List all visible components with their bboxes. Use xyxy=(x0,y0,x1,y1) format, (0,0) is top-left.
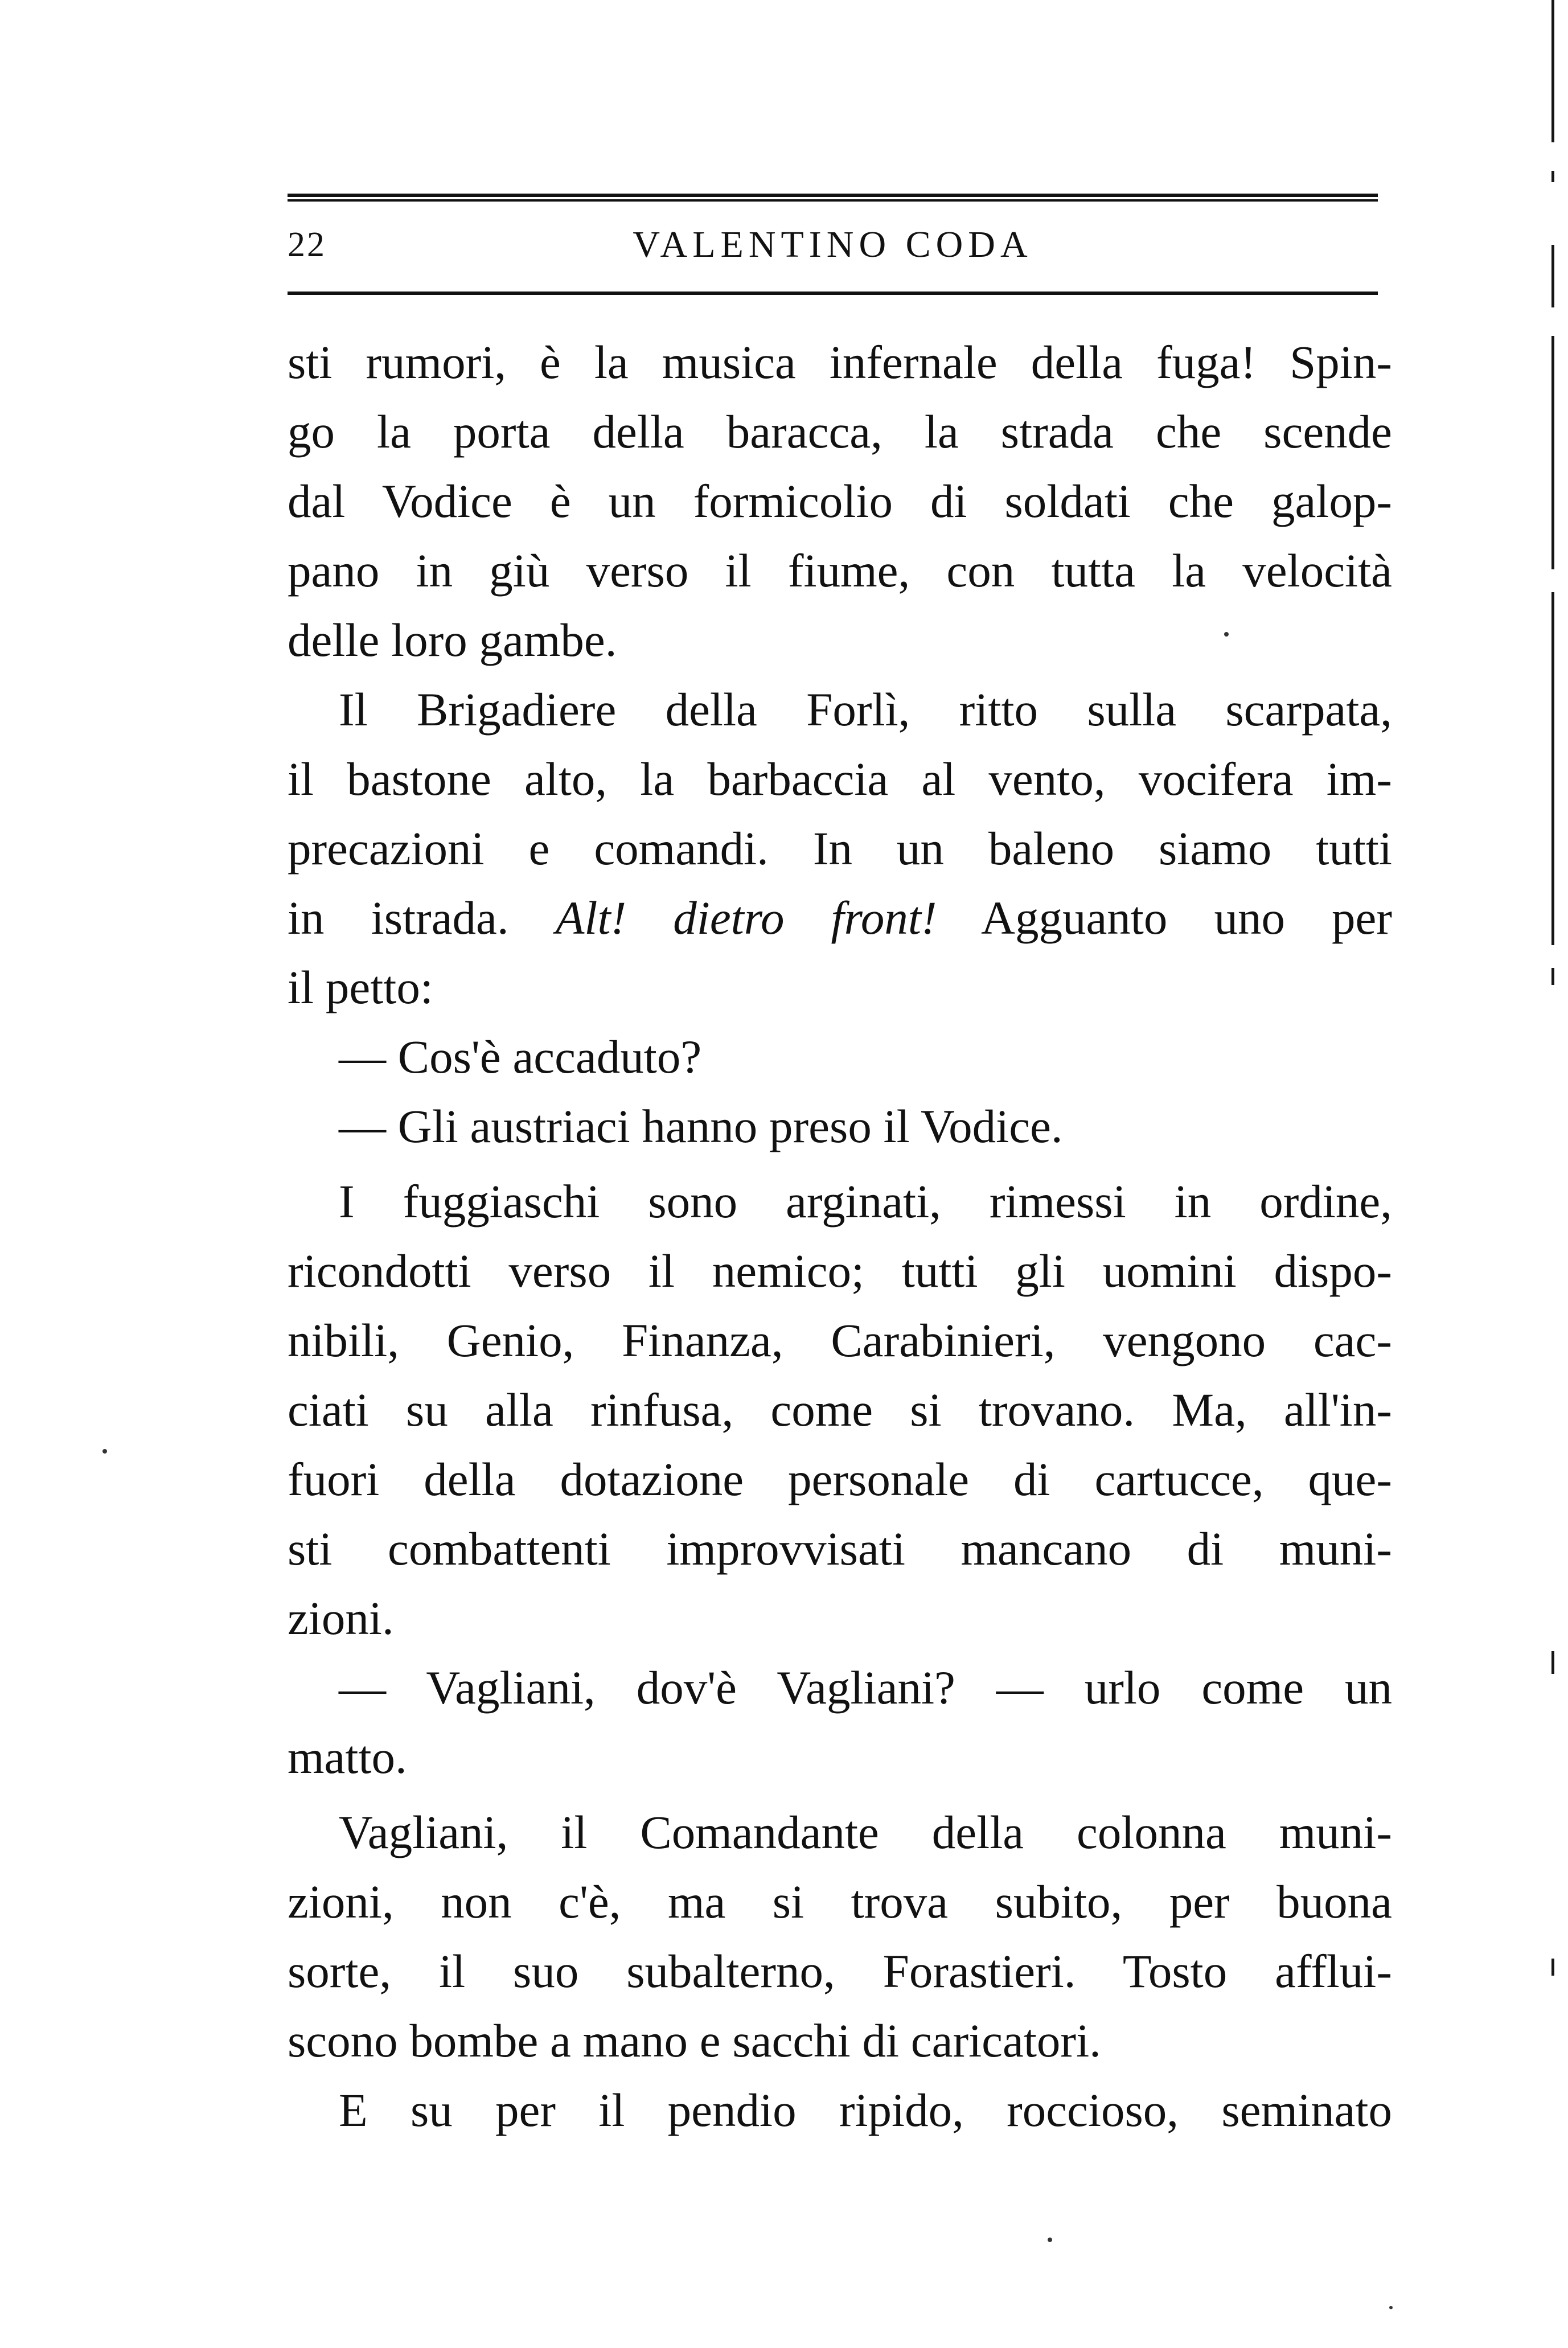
header-rule-top xyxy=(288,194,1378,202)
text-line: ricondotti verso il nemico; tutti gli uomini dispo- xyxy=(288,1245,1392,1297)
text-line: scono bombe a mano e sacchi di caricatori. xyxy=(288,2014,1101,2067)
text-line: pano in giù verso il fiume, con tutta la velocità xyxy=(288,544,1392,597)
text-line: go la porta della baracca, la strada che scende xyxy=(288,405,1392,458)
text-line: il petto: xyxy=(288,961,433,1013)
italic-phrase: Alt! dietro front! xyxy=(555,892,937,944)
dialogue-line: — Cos'è accaduto? xyxy=(339,1031,702,1083)
text-line: zioni, non c'è, ma si trova subito, per buona xyxy=(288,1875,1392,1928)
page-edge-scan-shadow xyxy=(1551,0,1555,2348)
text-line: Vagliani, il Comandante della colonna muni- xyxy=(339,1806,1392,1858)
text-line: sorte, il suo subalterno, Forastieri. Tosto afflui- xyxy=(288,1945,1392,1997)
text-line: dal Vodice è un formicolio di soldati che galop- xyxy=(288,475,1392,527)
page-number: 22 xyxy=(288,225,326,264)
dialogue-line: — Gli austriaci hanno preso il Vodice. xyxy=(339,1100,1063,1152)
scan-speck xyxy=(1389,2306,1393,2309)
text-line-mixed xyxy=(288,883,1392,953)
text-line: il bastone alto, la barbaccia al vento, vocifera im- xyxy=(288,753,1392,805)
text-line: zioni. xyxy=(288,1592,394,1644)
dialogue-line: — Vagliani, dov'è Vagliani? — urlo come un xyxy=(339,1661,1392,1714)
text-line: sti combattenti improvvisati mancano di muni- xyxy=(288,1522,1392,1575)
text-line: sti rumori, è la musica infernale della fuga! Spin- xyxy=(288,336,1392,388)
running-title: VALENTINO CODA xyxy=(633,224,1033,265)
text-line: delle loro gambe. xyxy=(288,614,617,666)
text-line: Il Brigadiere della Forlì, ritto sulla scarpata, xyxy=(339,683,1392,736)
text-line: I fuggiaschi sono arginati, rimessi in ordine, xyxy=(339,1175,1392,1228)
scan-speck xyxy=(102,1449,107,1454)
text-line: ciati su alla rinfusa, come si trovano. Ma, all'in- xyxy=(288,1384,1392,1436)
text-line: precazioni e comandi. In un baleno siamo tutti xyxy=(288,822,1392,875)
text-line: matto. xyxy=(288,1731,407,1783)
text-line: fuori della dotazione personale di cartucce, que- xyxy=(288,1453,1392,1505)
running-head xyxy=(288,194,1378,307)
header-rule-bottom xyxy=(288,292,1378,295)
scan-speck xyxy=(1048,2238,1052,2242)
text-line: nibili, Genio, Finanza, Carabinieri, vengono cac- xyxy=(288,1314,1392,1366)
text-line: E su per il pendio ripido, roccioso, seminato xyxy=(339,2084,1392,2136)
body-text xyxy=(288,327,1392,2145)
text-run: in istrada. xyxy=(288,892,509,944)
scan-speck xyxy=(1224,632,1229,637)
text-run: Agguanto uno per xyxy=(981,892,1393,944)
